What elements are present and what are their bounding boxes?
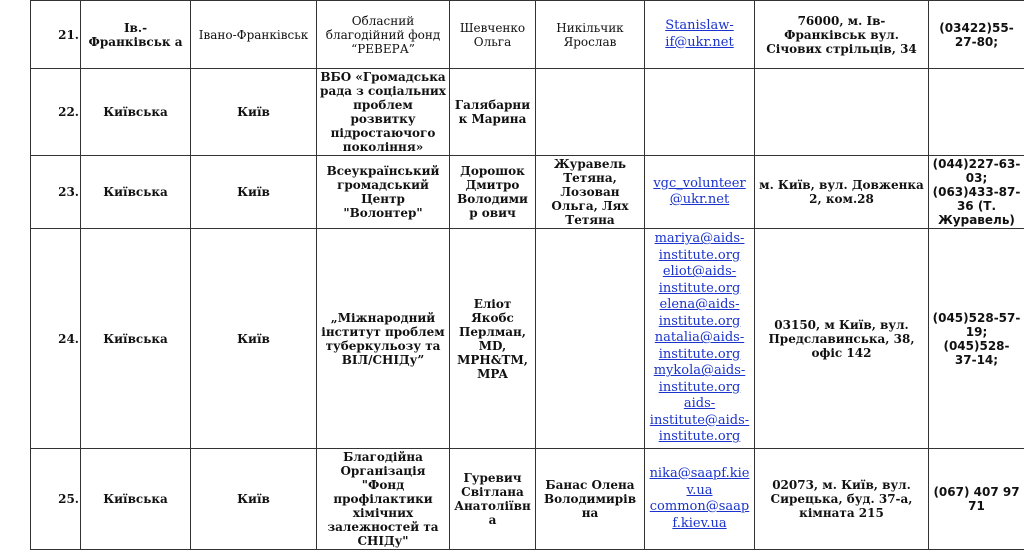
address-cell: 02073, м. Київ, вул. Сирецька, буд. 37-а, кімната 215 [755,449,929,550]
organization-cell: „Міжнародний інститут проблем туберкульозу та ВІЛ/СНІДу” [317,229,450,449]
city-cell: Івано-Франківськ [191,1,317,69]
contact-person-cell [536,229,645,449]
email-cell [645,69,755,156]
table-row [31,449,1024,550]
city-cell: Київ [191,229,317,449]
address-cell: 03150, м Київ, вул. Предславинська, 38, офіс 142 [755,229,929,449]
contact-person-cell [536,69,645,156]
table-row [31,1,1024,69]
email-link[interactable]: eliot@aids-institute.org [648,264,751,297]
organization-cell: Обласний благодійний фонд “РЕВЕРА” [317,1,450,69]
email-link[interactable]: Stanislaw-if@ukr.net [648,18,751,51]
email-cell [645,1,755,69]
row-number: 21. [31,1,81,69]
contact-person-cell: Никільчик Ярослав [536,1,645,69]
email-link[interactable]: common@saapf.kiev.ua [648,499,751,532]
phone-cell [929,69,1024,156]
table-row [31,156,1024,229]
contact-person-cell: Журавель Тетяна, Лозован Ольга, Лях Тетяна [536,156,645,229]
organization-cell: ВБО «Громадська рада з соціальних проблем розвитку підростаючого покоління» [317,69,450,156]
email-link[interactable]: nika@saapf.kiev.ua [648,466,751,499]
email-link[interactable]: elena@aids-institute.org [648,297,751,330]
table-row [31,69,1024,156]
email-link[interactable]: mykola@aids-institute.org [648,363,751,396]
organization-cell: Всеукраїнський громадський Центр "Волонтер" [317,156,450,229]
city-cell: Київ [191,449,317,550]
organizations-table [30,0,1024,550]
email-cell [645,229,755,449]
address-cell [755,69,929,156]
phone-cell: (03422)55-27-80; [929,1,1024,69]
email-link[interactable]: vgc_volunteer @ukr.net [648,176,751,209]
email-link[interactable]: mariya@aids-institute.org [648,231,751,264]
head-cell: Дорошок Дмитро Володимир ович [450,156,536,229]
head-cell: Шевченко Ольга [450,1,536,69]
city-cell: Київ [191,69,317,156]
city-cell: Київ [191,156,317,229]
table-row [31,229,1024,449]
email-link[interactable]: natalia@aids-institute.org [648,330,751,363]
head-cell: Еліот Якобс Перлман, MD, MPH&TM, MPA [450,229,536,449]
phone-cell: (044)227-63-03; (063)433-87-36 (Т. Журавель) [929,156,1024,229]
row-number: 22. [31,69,81,156]
row-number: 25. [31,449,81,550]
oblast-cell: Ів.-Франківськ а [81,1,191,69]
contact-person-cell: Банас Олена Володимирів на [536,449,645,550]
oblast-cell: Київська [81,69,191,156]
email-cell [645,156,755,229]
oblast-cell: Київська [81,449,191,550]
head-cell: Гуревич Світлана Анатоліївна [450,449,536,550]
email-cell [645,449,755,550]
row-number: 24. [31,229,81,449]
oblast-cell: Київська [81,229,191,449]
organization-cell: Благодійна Організація "Фонд профілактики хімічних залежностей та СНІДу" [317,449,450,550]
address-cell: 76000, м. Ів-Франківськ вул. Січових стрільців, 34 [755,1,929,69]
head-cell: Галябарник Марина [450,69,536,156]
email-link[interactable]: aids-institute@aids-institute.org [648,396,751,446]
address-cell: м. Київ, вул. Довженка 2, ком.28 [755,156,929,229]
phone-cell: (067) 407 97 71 [929,449,1024,550]
row-number: 23. [31,156,81,229]
oblast-cell: Київська [81,156,191,229]
phone-cell: (045)528-57-19; (045)528- 37-14; [929,229,1024,449]
